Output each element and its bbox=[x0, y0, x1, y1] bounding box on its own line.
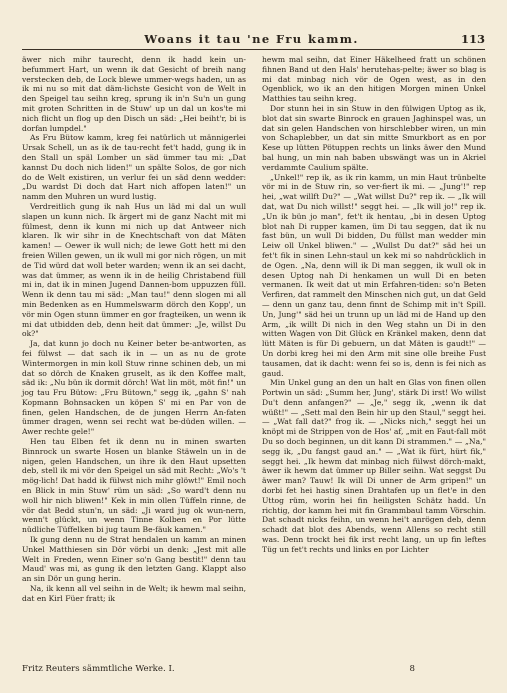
page-footer bbox=[22, 664, 485, 674]
paragraph: Ik gung denn nu de Strat hendalen un kamm an minen Unkel Matthiesen sin Dör vörbi un denk: „Jest mit alle Welt in Freden, wenn Einer so'n Gang bestit!" denn tau Maud' was mi, as gung ik den letzten Gang. Klappt also an sin Dör un gung herin. bbox=[22, 535, 246, 584]
paragraph: Verdreitlich gung ik nah Hus un läd mi dal un wull slapen un kunn nich. Ik ärgert mi de ganz Nacht mit mi fülmest, denn ik kunn mi nich up dat Antweer nich klaren. Ik wir sihr in de Knechtschaft von dat Mäten kamen! — Oewer ik wull nich; de lewe Gott hett mi den freien Willen gewen, un ik wull mi gor nich rögen, un mit de Tid würd dat woll beter warden; wenn ik an sei dacht, was dat ümmer, as wenn ik in de heilig Christabend füll mi in, dat ik in minen Jugend Dannen-bom uppuzzen füll. Wenn ik denn tau mi säd: „Man tau!" denn slogen mi all min Bedenken as en Hummelswarm dörch den Kopp', un vör min Ogen stunn ümmer en gor fragteiken, un wenn ik mi dat utbidden deb, denn heit dat ümmer: „Je, willst Du ok?" bbox=[22, 201, 246, 339]
sheet-signature: 8 bbox=[409, 664, 415, 674]
right-column bbox=[262, 55, 486, 555]
paragraph: Ja, dat kunn jo doch nu Keiner beter be-antworten, as fei fülwst — dat sach ik in — un as nu de grote Wintermorgen in min koll Stuw rinne schinen deb, un mi dat so dörch de Knaken gruselt, as ik den Koffee malt, säd ik: „Nu bün ik dormit dörch! Wat lin möt, möt fin!" un jog tau Fru Bütow: „Fru Bütown," segg ik, „gahn S' nah Kopmann Bohnsacken un köpen S' mi en Par von de finen, gelen Handschen, de de jungen Herrn An-faten ümmer dragen, wenn sei recht wat be-düden willen. — Awer rechte gele!" bbox=[22, 339, 246, 437]
running-title: Woans it tau 'ne Fru kamm. bbox=[144, 32, 359, 46]
paragraph: Min Unkel gung an den un halt en Glas von finen ollen Portwin un säd: „Summ her, Jung', stärk Di irst! Wo willst Du't denn anfangen?" — „Je," segg ik, „wenn ik dat wüßt!" — „Sett mal den Bein hir up den Staul," seggt hei. — „Wat fall dat?" frog ik. — „Nicks nich," seggt hei un knöpt mi de Strippen von de Hos' af, „mit en Faut-fall möt Du so doch beginnen, un dit kann Di strammen." — „Na," segg ik, „Du fangst gaud an." — „Wat ik fürt, hürt fik," seggt hei. „Ik hewm dat minbag nich fülwst dörch-makt, äwer ik hewm dat ümmer up Biller seihn. Wat seggst Du äwer man? Tauw! Ik will Di unner de Arm gripen!" un dorbi fet hei hastig sinen Drahtafen up un flet'e in den Uttog rüm, worin hei fin heiligsten Schätz hadd. Un richtig, dor kamm hei mit fin Grammbaul tamm Vörschin. Dat schadt nicks feihn, un wenn hei't anrögen deb, denn schadt dat blot des Abends, wenn Allens so recht still was. Denn trockt hei fik irst recht lang, un up fin leftes Tüg un fet't rechts und links en por Lichter bbox=[262, 378, 486, 554]
paragraph: Na, ik kenn all vel seihn in de Welt; ik hewm mal seihn, dat en Kirl Füer fratt; ik bbox=[22, 584, 246, 603]
left-column bbox=[22, 55, 246, 604]
paragraph: As Fru Bütow kamm, kreg fei natürlich ut männigerlei Ursak Schell, un as ik de tau-recht fet't hadd, gung ik in den Stall un späl Lomber un säd ümmer tau mi: „Dat kannst Du doch nich liden!" un spälte Solos, de gor nich do de Welt existiren, un verlur fei un säd denn wedder: „Du wardst Di doch dat Hart nich affopen laten!" un namm den Muhren un wurd lustig. bbox=[22, 133, 246, 202]
header-rule bbox=[22, 49, 485, 50]
footer-signature-title: Fritz Reuters sämmtliche Werke. I. bbox=[22, 664, 175, 674]
paragraph: Hen tau Elben fet ik denn nu in minen swarten Binnrock un swarte Hosen un blanke Stäweln un in de nigen, gelen Handschen, un ihre ik den Haut upsetten deb, stell ik mi vör den Speigel un säd mit Recht: „Wo's 't mög-lich! Dat hadd ik fülwst nich mihr glöwt!" Emil noch en Blick in min Stuw' rüm un säd: „So ward't denn nu woll hir nich bliwen!" Kek in min ollen Tüffeln rinne, de vör dat Bedd stun'n, un säd: „Ji ward jug ok wun-nern, wenn't glückt, un wenn Tinne Kolben en Por lütte nüdliche Tüffelken bi jug taum Be-fäuk kamen." bbox=[22, 437, 246, 535]
paragraph: äwer nich mihr taurecht, denn ik hadd kein un-befummert Hart, un wenn ik dat Gesicht of breih nang verstecken deb, de Lock blewe ummer-wegs haden, un as ik mi nu so mit dat däm-lichste Gesicht von de Welt in den Speigel tau seihn kreg, sprung ik in'n Su'n un gung mit groten Schritten in de Stuw' up un dal un kos'te mi nich flicht un flog up den Disch un säd: „Hei beiht'r, bi is dorfan lumpdel." bbox=[22, 55, 246, 133]
paragraph: „Unkel!" rep ik, as ik rin kamm, un min Haut trünbelte vör mi in de Stuw rin, so ver-fiert ik mi. — „Jung'!" rep hei, „wat willft Du?" — „Wat willst Du?" rep ik. — „Ik will dat, wat Du nich willst!" seggt hei. — „Ik will jo!" rep ik. „Un ik bün jo man", fet't ik hentau, „bi in desen Uptog blot nah Di rupper kamen, üm Di tau seggen, dat ik nu fast bün, un wull Di bidden, Du füllst man wedder min Leiw oll Unkel bliwen." — „Wullst Du dat?" säd hei un fet't fik in sinen Lehn-staul un kek mi so nahdrücklich in de Ogen. „Na, denn will ik Di man seggen, ik wull ok in desen Uptog nah Di henkamen un wull Di en beten vermanen. Ik weit dat ut min Erfahren-tiden: so'n Beten Verfiren, dat rammelt den Minschen nich gut, un dat Geld — denn un ganz tau, denn finnt de Schimp mit in't Spill. Un, Jung'" säd hei un trunn up un läd mi de Hand up den Arm, „ik willt Di nich in den Weg stahn un Di in den witten Wagen von Dit Glück en Kränkel maken, denn dat lütt Mäten is für Di gebuern, un dat Mäten is gaudt!" — Un dorbi kreg hei mi den Arm mit sine olle breihe Fust tausamen, dat ik dacht: wenn fei so is, denn is fei nich as gaud. bbox=[262, 172, 486, 378]
paragraph: hewm mal seihn, dat Einer Häkelheed fratt un schönen fihnen Band ut den Hals' herutehas-pelte; äwer so blag is mi dat minbag nich vör de Ogen west, as in den Ogenblick, wo ik an den hitigen Morgen minen Unkel Matthies tau seihn kreg. bbox=[262, 55, 486, 104]
page-number: 113 bbox=[460, 32, 485, 46]
paragraph: Dor stunn hei in sin Stuw in den fülwigen Uptog as ik, blot dat sin swarte Binrock en grauen Jaghinspel was, un dat sin gelen Handschen von hirschlebber wiren, un min von Schaplebber, un dat sin mitte Smurkbort as en por Kese up lütten Pötuppen rechts un links äwer den Mund bal hung, un min nah baben ubswängt was un in Akriel verdammte Caulium spälte. bbox=[262, 103, 486, 172]
running-header bbox=[22, 30, 485, 46]
